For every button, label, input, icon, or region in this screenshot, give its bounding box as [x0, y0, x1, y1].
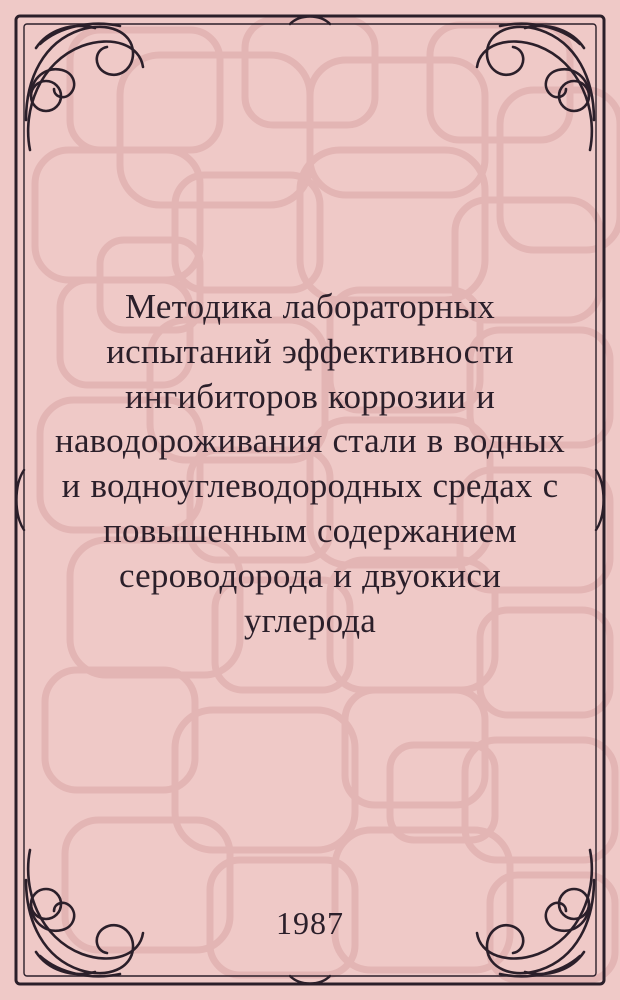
publication-year: 1987 — [276, 905, 344, 941]
page-title: Методика лабораторных испытаний эффективности ингибиторов коррозии и наводороживания стали в водных и водноуглеводородных средах с повышенным содержанием сероводорода и двуокиси углерода — [55, 287, 565, 640]
